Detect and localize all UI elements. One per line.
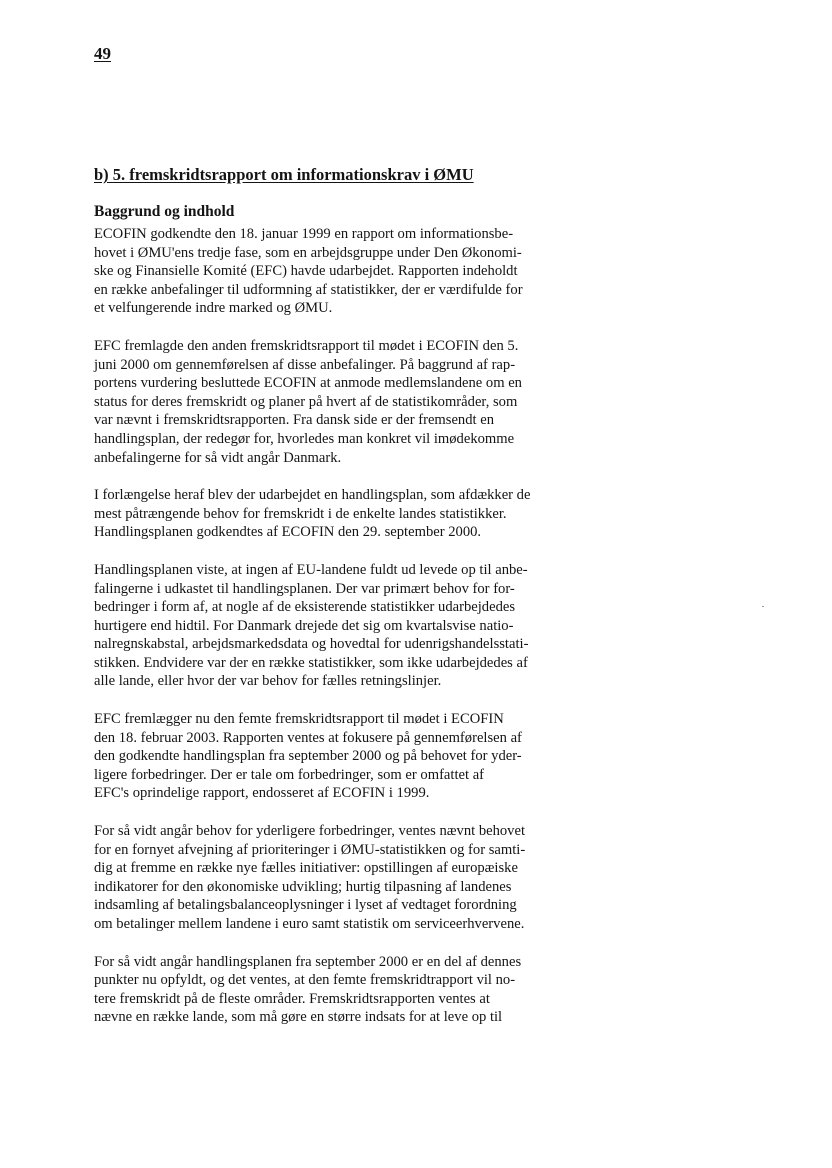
paragraph [94,822,639,934]
paragraph-line: I forlængelse heraf blev der udarbejdet en handlingsplan, som afdækker de [94,487,531,504]
paragraph-line: EFC fremlægger nu den femte fremskridtsrapport til mødet i ECOFIN [94,711,504,728]
paragraphs [94,225,639,1027]
paragraph-line: ske og Finansielle Komité (EFC) havde udarbejdet. Rapporten indeholdt [94,263,518,280]
paragraph [94,710,639,803]
paragraph-line: punkter nu opfyldt, og det ventes, at den femte fremskridtrapport vil no- [94,972,516,989]
paragraph-line: var nævnt i fremskridtsrapporten. Fra dansk side er der fremsendt en [94,412,494,429]
paragraph-line: hovet i ØMU'ens tredje fase, som en arbejdsgruppe under Den Økonomi- [94,244,522,261]
paragraph-line: ligere forbedringer. Der er tale om forbedringer, som er omfattet af [94,766,485,783]
paragraph-line: juni 2000 om gennemførelsen af disse anbefalinger. På baggrund af rap- [94,356,516,373]
paragraph-line: indikatorer for den økonomiske udvikling; hurtig tilpasning af landenes [94,878,512,895]
paragraph-line: indsamling af betalingsbalanceoplysninger i lyset af vedtaget forordning [94,897,517,914]
paragraph-line: en række anbefalinger til udformning af statistikker, der er værdifulde for [94,281,523,298]
paragraph-line: hurtigere end hidtil. For Danmark drejede det sig om kvartalsvise natio- [94,617,514,634]
paragraph-line: For så vidt angår behov for yderligere forbedringer, ventes nævnt behovet [94,823,526,840]
paragraph-line: den godkendte handlingsplan fra september 2000 og på behovet for yder- [94,748,522,765]
paragraph-line: status for deres fremskridt og planer på hvert af de statistikområder, som [94,393,518,410]
paragraph [94,337,639,467]
scan-speck [762,606,764,607]
paragraph-line: den 18. februar 2003. Rapporten ventes at fokusere på gennemførelsen af [94,729,522,746]
paragraph-line: for en fornyet afvejning af prioriteringer i ØMU-statistikken og for samti- [94,841,526,858]
paragraph-line: Handlingsplanen viste, at ingen af EU-landene fuldt ud levede op til anbe- [94,561,528,578]
document-body [94,202,639,1027]
paragraph-line: tere fremskridt på de fleste områder. Fremskridtsrapporten ventes at [94,990,490,1007]
subheading: Baggrund og indhold [94,203,235,220]
paragraph-line: mest påtrængende behov for fremskridt i de enkelte landes statistikker. [94,505,507,522]
page-number: 49 [94,44,111,63]
paragraph-line: dig at fremme en række nye fælles initiativer: opstillingen af europæiske [94,860,518,877]
paragraph-line: falingerne i udkastet til handlingsplanen. Der var primært behov for for- [94,580,515,597]
paragraph-line: ECOFIN godkendte den 18. januar 1999 en rapport om informationsbe- [94,226,514,242]
paragraph-line: nalregnskabstal, arbejdsmarkedsdata og hovedtal for udenrigshandelsstati- [94,636,529,653]
paragraph-line: EFC fremlagde den anden fremskridtsrapport til mødet i ECOFIN den 5. [94,337,519,354]
paragraph [94,486,639,542]
paragraph [94,225,639,318]
paragraph-line: anbefalingerne for så vidt angår Danmark. [94,449,342,466]
section-heading: b) 5. fremskridtsrapport om informationskrav i ØMU [94,165,474,184]
paragraph-line: For så vidt angår handlingsplanen fra september 2000 er en del af dennes [94,953,522,970]
paragraph-line: stikken. Endvidere var der en række statistikker, som ikke udarbejdedes af [94,654,528,671]
paragraph-line: portens vurdering besluttede ECOFIN at anmode medlemslandene om en [94,375,522,392]
paragraph-line: handlingsplan, der redegør for, hvorledes man konkret vil imødekomme [94,430,515,447]
paragraph-line: om betalinger mellem landene i euro samt statistik om serviceerhvervene. [94,916,525,932]
paragraph-line: EFC's oprindelige rapport, endosseret af ECOFIN i 1999. [94,785,430,802]
paragraph-line: alle lande, eller hvor der var behov for fælles retningslinjer. [94,673,442,690]
paragraph-line: nævne en række lande, som må gøre en større indsats for at leve op til [94,1009,503,1026]
paragraph-line: bedringer i form af, at nogle af de eksisterende statistikker udarbejdedes [94,599,516,616]
paragraph-line: et velfungerende indre marked og ØMU. [94,300,333,317]
paragraph [94,953,639,1027]
paragraph [94,561,639,691]
paragraph-line: Handlingsplanen godkendtes af ECOFIN den 29. september 2000. [94,524,482,541]
